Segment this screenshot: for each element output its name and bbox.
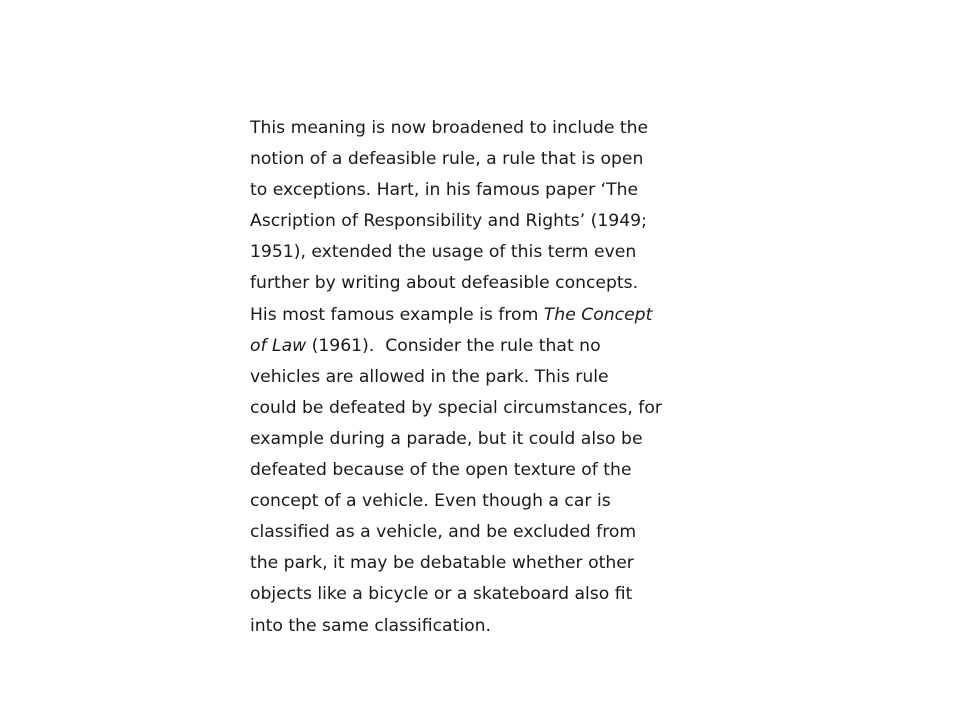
text-line-content: objects like a bicycle or a skateboard also fit <box>250 584 633 605</box>
text-line-content: (1961). Consider the rule that no <box>306 335 601 356</box>
text-line <box>250 548 720 579</box>
text-line <box>250 331 720 362</box>
body-paragraph <box>250 113 720 642</box>
text-line-content: to exceptions. Hart, in his famous paper ‘The <box>250 180 639 201</box>
text-line <box>250 113 720 144</box>
book-title-italic: of Law <box>250 335 307 356</box>
text-line <box>250 393 720 424</box>
text-line-content: This meaning is now broadened to include the <box>250 118 649 138</box>
text-line <box>250 579 720 610</box>
text-line-content: further by writing about defeasible concepts. <box>250 273 639 294</box>
text-line <box>250 517 720 548</box>
text-line <box>250 144 720 175</box>
text-line-content: example during a parade, but it could also be <box>250 428 643 449</box>
text-line-content: Ascription of Responsibility and Rights’ (1949; <box>250 211 647 232</box>
text-line-content: the park, it may be debatable whether other <box>250 553 634 574</box>
text-line <box>250 424 720 455</box>
text-line <box>250 237 720 268</box>
text-line-content: concept of a vehicle. Even though a car is <box>250 491 611 512</box>
text-line <box>250 300 720 331</box>
text-line <box>250 455 720 486</box>
text-line <box>250 611 720 642</box>
text-line <box>250 362 720 393</box>
text-line <box>250 206 720 237</box>
text-line-content: defeated because of the open texture of the <box>250 460 632 481</box>
text-line-content: into the same classification. <box>250 615 491 636</box>
text-line-content: could be defeated by special circumstances, for <box>250 397 662 418</box>
text-line-content: classified as a vehicle, and be excluded from <box>250 522 637 543</box>
text-line-content: His most famous example is from <box>250 304 544 325</box>
text-line-content: notion of a defeasible rule, a rule that is open <box>250 149 644 170</box>
text-line <box>250 175 720 206</box>
text-line <box>250 486 720 517</box>
text-line <box>250 268 720 299</box>
text-line-content: 1951), extended the usage of this term even <box>250 242 637 263</box>
book-title-italic: The Concept <box>543 304 653 325</box>
text-line-content: vehicles are allowed in the park. This rule <box>250 366 609 387</box>
